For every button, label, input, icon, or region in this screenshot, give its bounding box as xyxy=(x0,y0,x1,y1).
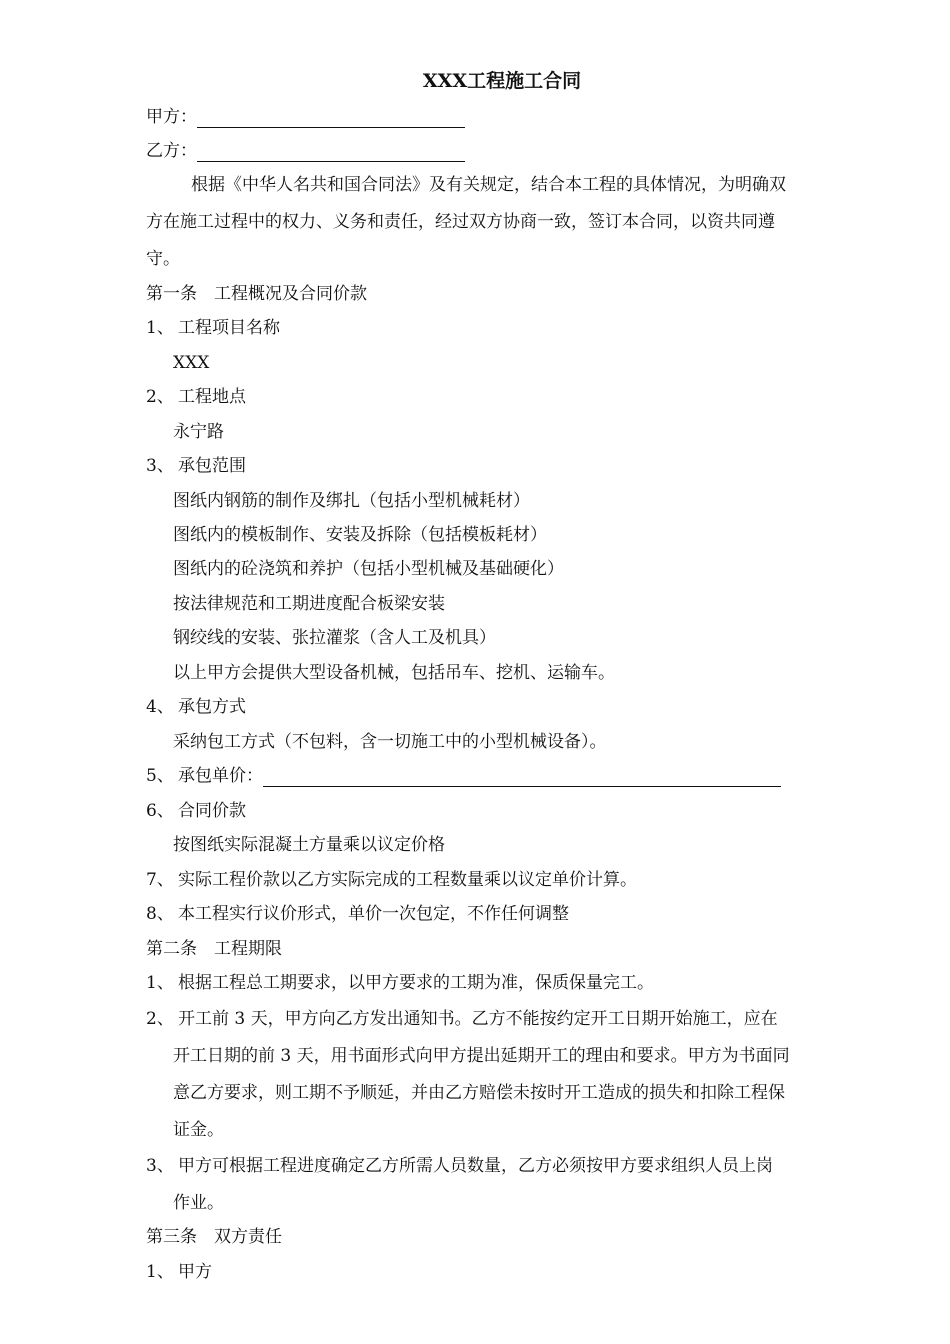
project-name-value: XXX xyxy=(173,353,210,373)
article1-item1 xyxy=(146,317,280,339)
article1-item4 xyxy=(146,696,246,718)
article1-item6 xyxy=(146,800,246,822)
document-title: XXX工程施工合同 xyxy=(422,70,582,92)
item-text: 本工程实行议价形式，单价一次包定，不作任何调整 xyxy=(178,904,569,924)
item-text-continued: 意乙方要求，则工期不予顺延，并由乙方赔偿未按时开工造成的损失和扣除工程保 xyxy=(173,1083,785,1103)
item-text: 根据工程总工期要求，以甲方要求的工期为准，保质保量完工。 xyxy=(178,973,654,993)
article1-item5 xyxy=(146,765,781,787)
item-text-continued: 开工日期的前 3 天，用书面形式向甲方提出延期开工的理由和要求。甲方为书面同 xyxy=(173,1046,790,1066)
scope-item: 图纸内的砼浇筑和养护（包括小型机械及基础硬化） xyxy=(173,559,564,579)
item-number: 5、 xyxy=(146,766,174,786)
item-label: 工程地点 xyxy=(178,387,246,407)
item-label: 甲方 xyxy=(178,1262,212,1282)
item-number: 4、 xyxy=(146,697,174,717)
item-text: 开工前 3 天，甲方向乙方发出通知书。乙方不能按约定开工日期开始施工，应在 xyxy=(178,1009,778,1029)
item-number: 6、 xyxy=(146,801,174,821)
item-label: 工程项目名称 xyxy=(178,318,280,338)
item-number: 1、 xyxy=(146,1262,174,1282)
party-a-line xyxy=(146,106,465,128)
party-a-blank xyxy=(197,109,465,128)
article1-item3 xyxy=(146,455,246,477)
item-label: 承包范围 xyxy=(178,456,246,476)
article1-item7 xyxy=(146,869,637,891)
contract-method-value: 采纳包工方式（不包料，含一切施工中的小型机械设备）。 xyxy=(173,732,607,752)
scope-item: 图纸内钢筋的制作及绑扎（包括小型机械耗材） xyxy=(173,491,530,511)
intro-line-2: 方在施工过程中的权力、义务和责任，经过双方协商一致，签订本合同，以资共同遵 xyxy=(146,212,775,232)
article2-item3 xyxy=(146,1155,773,1177)
item-text-continued: 作业。 xyxy=(173,1193,224,1213)
item-text: 甲方可根据工程进度确定乙方所需人员数量，乙方必须按甲方要求组织人员上岗 xyxy=(178,1156,773,1176)
item-label: 承包方式 xyxy=(178,697,246,717)
article2-item2 xyxy=(146,1008,778,1030)
item-number: 2、 xyxy=(146,1009,174,1029)
article3-item1 xyxy=(146,1261,212,1283)
scope-item: 钢绞线的安装、张拉灌浆（含人工及机具） xyxy=(173,628,496,648)
contract-price-value: 按图纸实际混凝土方量乘以议定价格 xyxy=(173,835,445,855)
scope-item: 按法律规范和工期进度配合板梁安装 xyxy=(173,594,445,614)
item-label: 合同价款 xyxy=(178,801,246,821)
party-b-blank xyxy=(197,143,465,162)
item-number: 2、 xyxy=(146,387,174,407)
item-number: 3、 xyxy=(146,456,174,476)
item-text: 实际工程价款以乙方实际完成的工程数量乘以议定单价计算。 xyxy=(178,870,637,890)
item-number: 3、 xyxy=(146,1156,174,1176)
scope-item: 以上甲方会提供大型设备机械，包括吊车、挖机、运输车。 xyxy=(173,663,615,683)
article1-heading: 第一条 工程概况及合同价款 xyxy=(146,284,367,304)
item-number: 1、 xyxy=(146,973,174,993)
item-label: 承包单价： xyxy=(178,766,263,786)
article3-heading: 第三条 双方责任 xyxy=(146,1227,282,1247)
item-text-continued: 证金。 xyxy=(173,1120,224,1140)
project-location-value: 永宁路 xyxy=(173,422,224,442)
scope-item: 图纸内的模板制作、安装及拆除（包括模板耗材） xyxy=(173,525,547,545)
article2-item1 xyxy=(146,972,654,994)
intro-line-1: 根据《中华人名共和国合同法》及有关规定，结合本工程的具体情况，为明确双 xyxy=(191,175,786,195)
item-number: 7、 xyxy=(146,870,174,890)
unit-price-blank xyxy=(263,768,781,787)
party-b-label: 乙方： xyxy=(146,141,197,161)
party-b-line xyxy=(146,140,465,162)
item-number: 1、 xyxy=(146,318,174,338)
article1-item8 xyxy=(146,903,569,925)
party-a-label: 甲方： xyxy=(146,107,197,127)
intro-line-3: 守。 xyxy=(146,249,180,269)
item-number: 8、 xyxy=(146,904,174,924)
article1-item2 xyxy=(146,386,246,408)
article2-heading: 第二条 工程期限 xyxy=(146,939,282,959)
